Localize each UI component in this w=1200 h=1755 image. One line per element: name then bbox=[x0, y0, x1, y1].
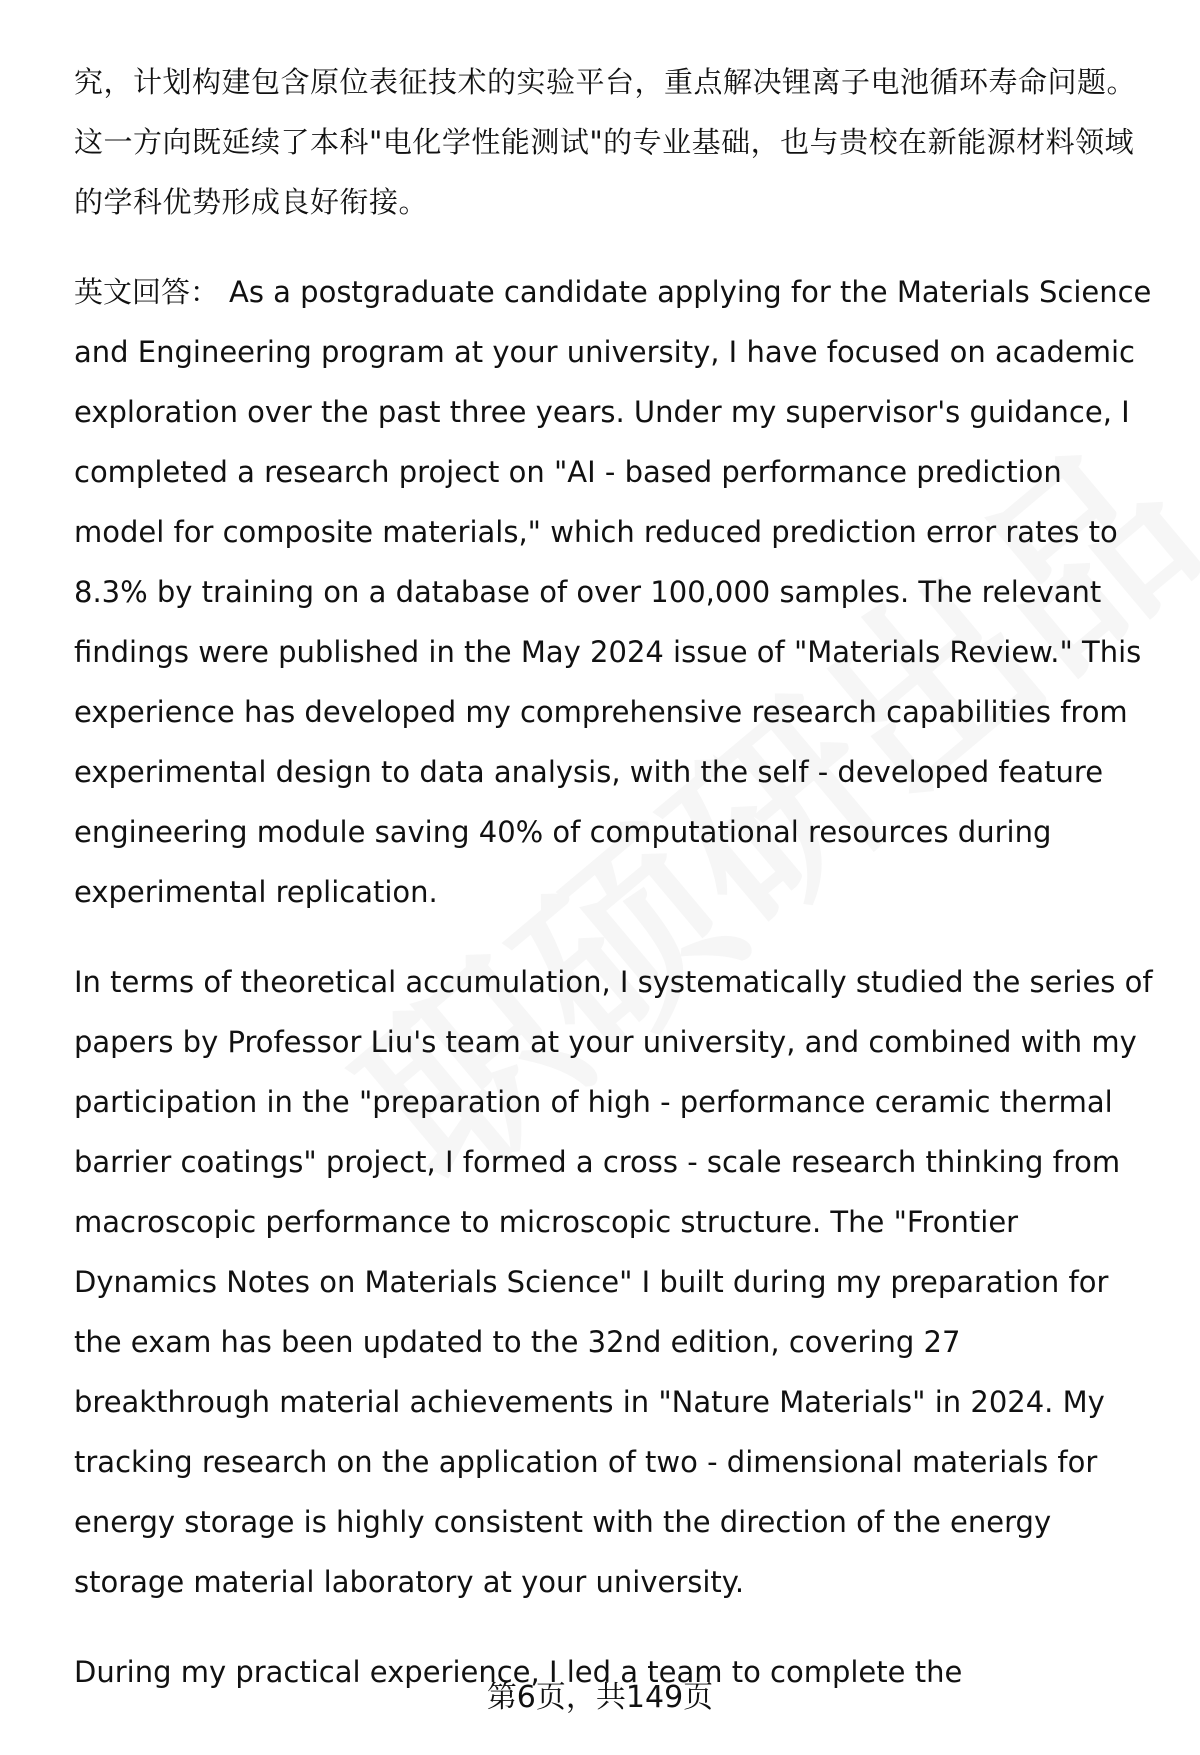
document-body bbox=[74, 52, 1154, 1732]
paragraph-text: As a postgraduate candidate applying for the Materials Science and Engineering program at your university, I have focused on academic exploration over the past three years. Under my supervisor's guidance, I completed a research project on "AI - based performance prediction model for composite materials," which reduced prediction error rates to 8.3% by training on a database of over 100,000 samples. The relevant findings were published in the May 2024 issue of "Materials Review." This experience has developed my comprehensive research capabilities from experimental design to data analysis, with the self - developed feature engineering module saving 40% of computational resources during experimental replication. bbox=[74, 275, 1152, 909]
paragraph-english-answer bbox=[74, 262, 1154, 922]
paragraph-text: 究，计划构建包含原位表征技术的实验平台，重点解决锂离子电池循环寿命问题。这一方向既延续了本科"电化学性能测试"的专业基础，也与贵校在新能源材料领域的学科优势形成良好衔接。 bbox=[74, 65, 1137, 219]
paragraph-chinese-continuation bbox=[74, 52, 1154, 232]
page-number-footer: 第6页，共149页 bbox=[486, 1680, 714, 1715]
paragraph-theoretical-accumulation bbox=[74, 952, 1154, 1612]
answer-label: 英文回答： bbox=[74, 275, 220, 309]
paragraph-text: In terms of theoretical accumulation, I systematically studied the series of papers by Professor Liu's team at your university, and combined with my participation in the "preparation of high - performance ceramic thermal barrier coatings" project, I formed a cross - scale research thinking from macroscopic performance to microscopic structure. The "Frontier Dynamics Notes on Materials Science" I built during my preparation for the exam has been updated to the 32nd edition, covering 27 breakthrough material achievements in "Nature Materials" in 2024. My tracking research on the application of two - dimensional materials for energy storage is highly consistent with the direction of the energy storage material laboratory at your university. bbox=[74, 965, 1153, 1599]
paragraph-text: During my practical experience, I led a team to complete the bbox=[74, 1655, 963, 1689]
